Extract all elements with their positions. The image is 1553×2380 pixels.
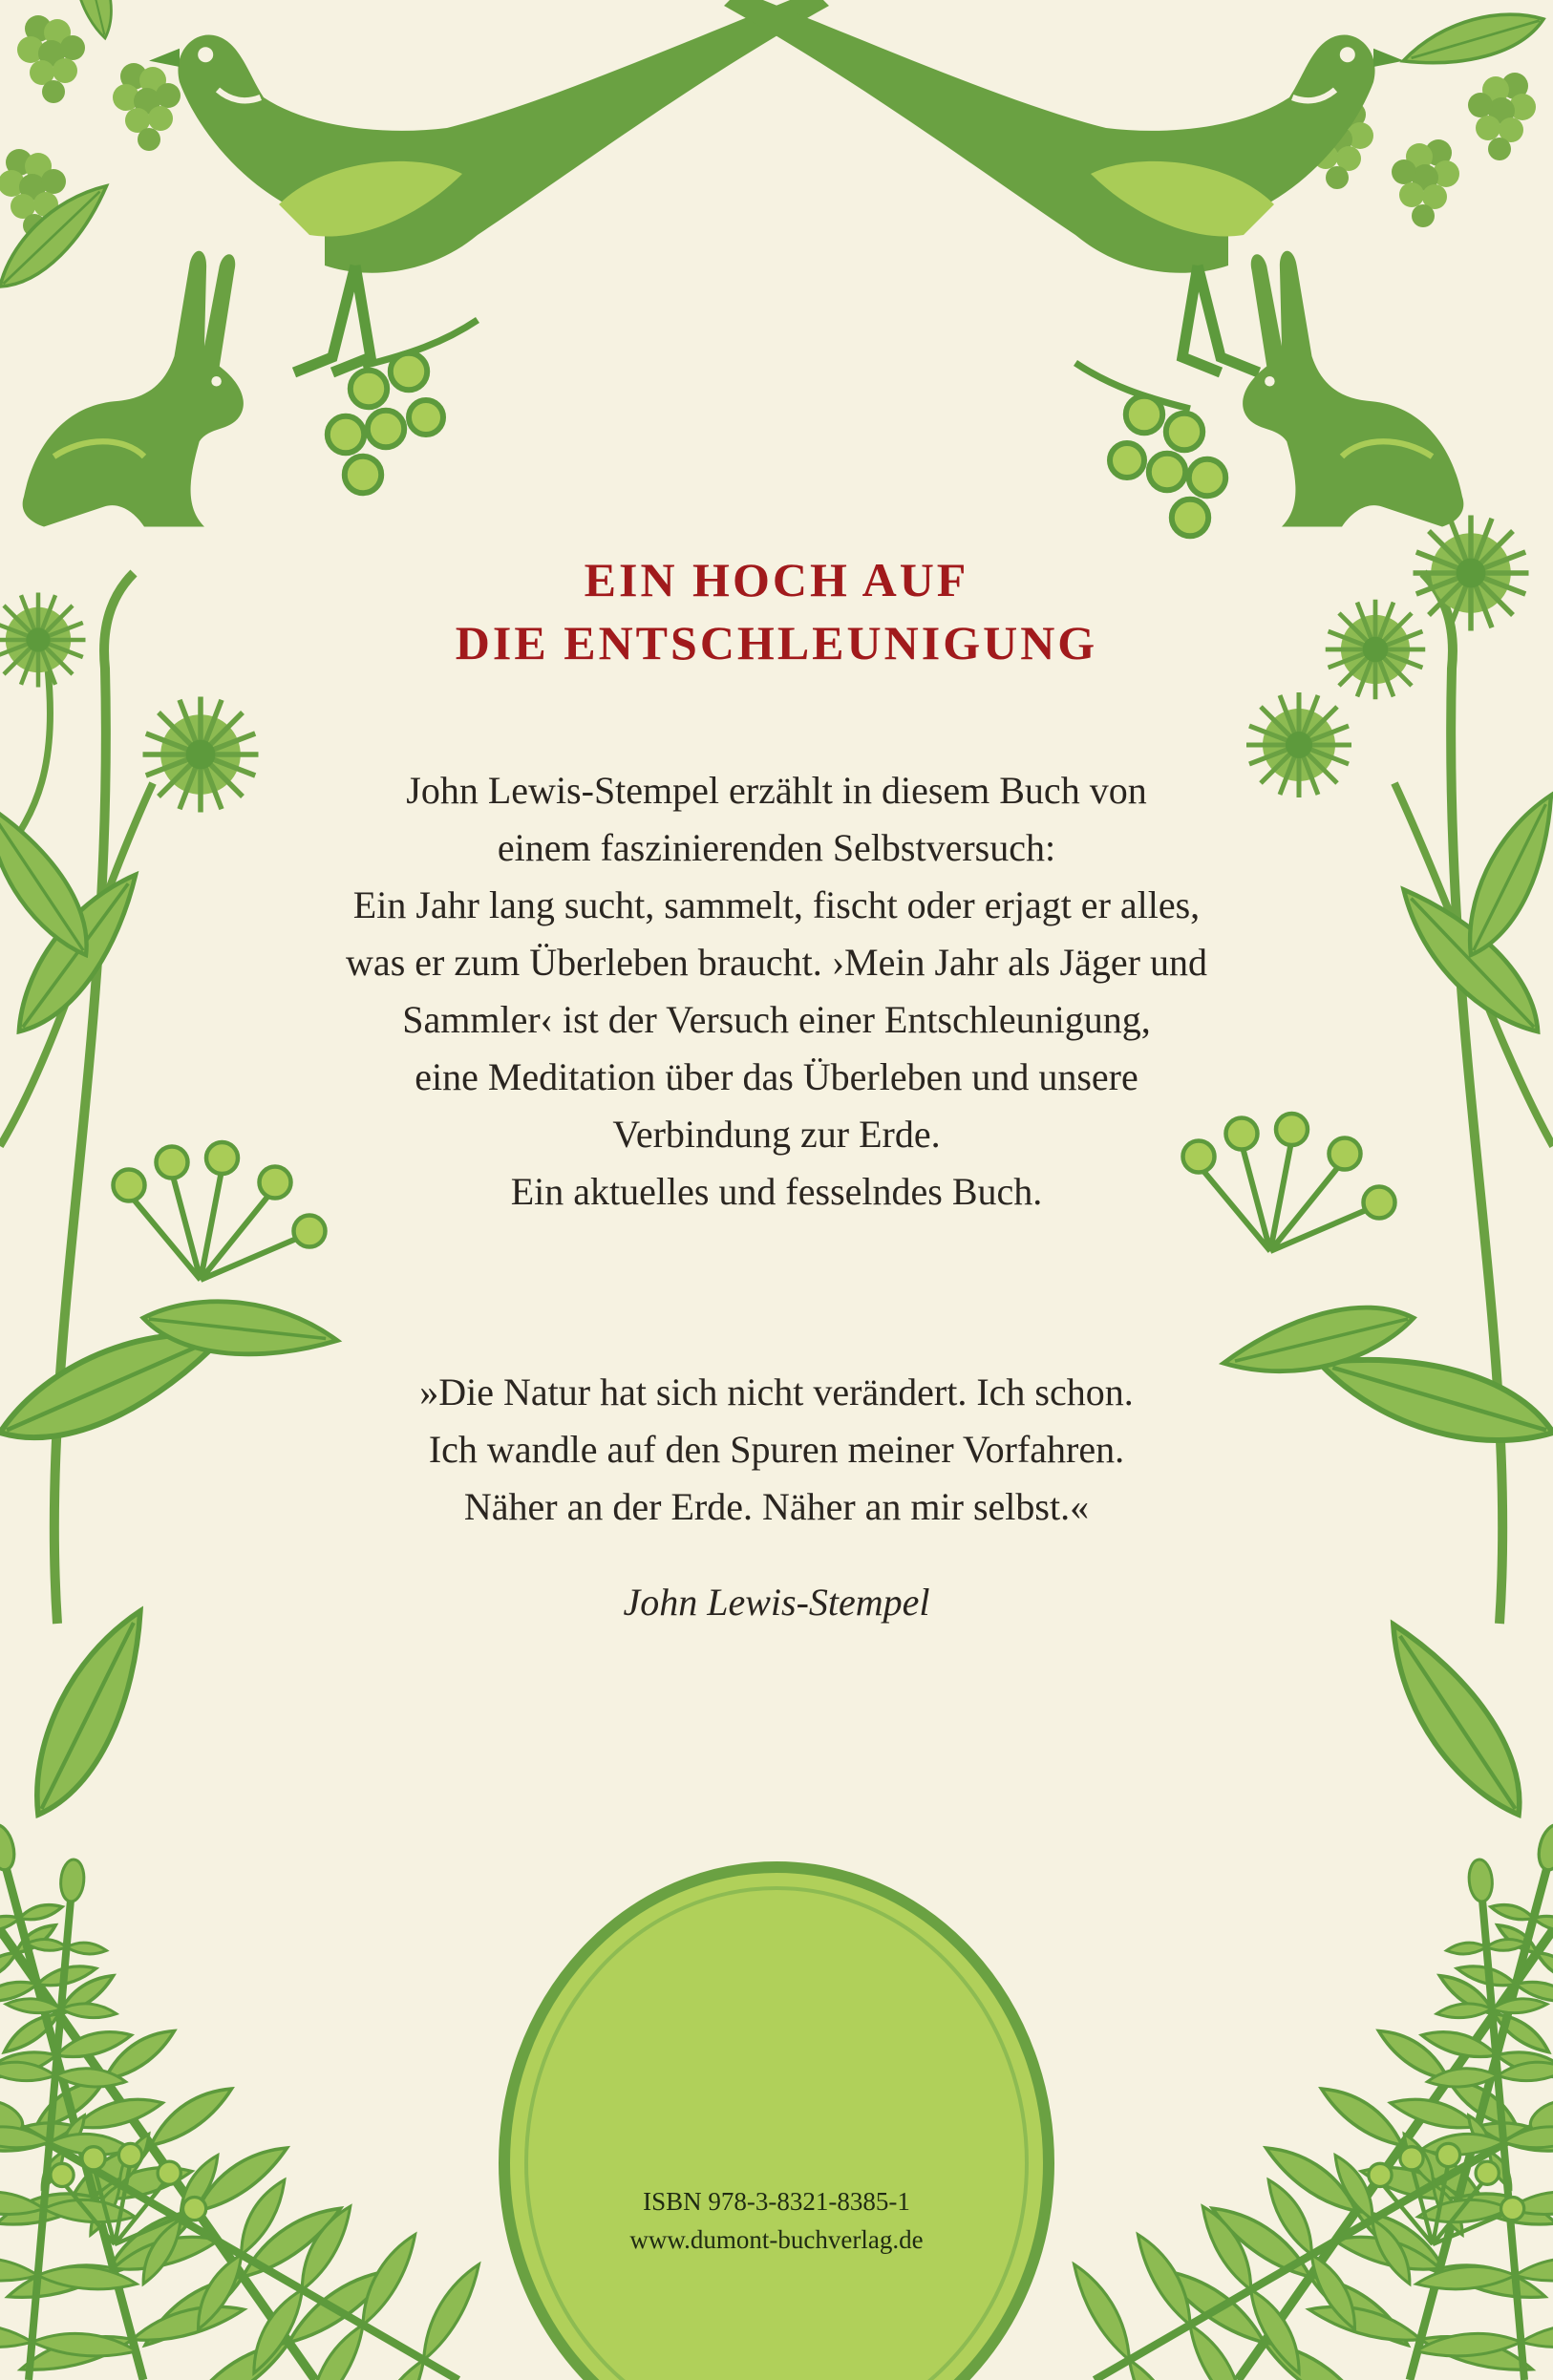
umbel-flower-icon bbox=[1183, 1114, 1395, 1251]
berry-sprig-icon bbox=[1075, 363, 1225, 536]
blurb-line: Ein aktuelles und fesselndes Buch. bbox=[510, 1170, 1043, 1213]
pheasant-icon bbox=[149, 0, 829, 372]
quote-line: Ich wandle auf den Spuren meiner Vorfahren. bbox=[428, 1428, 1125, 1471]
blurb-line: eine Meditation über das Überleben und unsere bbox=[415, 1055, 1138, 1098]
blurb-line: was er zum Überleben braucht. ›Mein Jahr als Jäger und bbox=[346, 941, 1207, 984]
umbel-flower-icon bbox=[114, 1142, 326, 1280]
quote-line: Näher an der Erde. Näher an mir selbst.« bbox=[463, 1485, 1090, 1528]
blurb-line: Verbindung zur Erde. bbox=[612, 1113, 941, 1156]
thistle-icon bbox=[0, 593, 258, 813]
blackberry-icon bbox=[0, 0, 181, 298]
heading-line-2: DIE ENTSCHLEUNIGUNG bbox=[455, 616, 1098, 669]
heading-line-1: EIN HOCH AUF bbox=[584, 553, 969, 606]
thistle-icon bbox=[1246, 516, 1529, 798]
blurb-line: Sammler‹ ist der Versuch einer Entschleunigung, bbox=[402, 998, 1151, 1041]
blurb-line: Ein Jahr lang sucht, sammelt, fischt oder erjagt er alles, bbox=[352, 883, 1201, 926]
hare-icon bbox=[1243, 251, 1463, 527]
berry-sprig-icon bbox=[328, 320, 478, 493]
publisher-website: www.dumont-buchverlag.de bbox=[629, 2225, 924, 2254]
blurb-line: einem faszinierenden Selbstversuch: bbox=[497, 826, 1056, 869]
quote-author: John Lewis-Stempel bbox=[623, 1581, 930, 1624]
blurb-line: John Lewis-Stempel erzählt in diesem Buch von bbox=[406, 769, 1147, 812]
quote-line: »Die Natur hat sich nicht verändert. Ich schon. bbox=[419, 1371, 1134, 1413]
isbn: ISBN 978-3-8321-8385-1 bbox=[643, 2187, 910, 2216]
medallion-badge bbox=[504, 1867, 1049, 2380]
hare-icon bbox=[23, 251, 244, 527]
